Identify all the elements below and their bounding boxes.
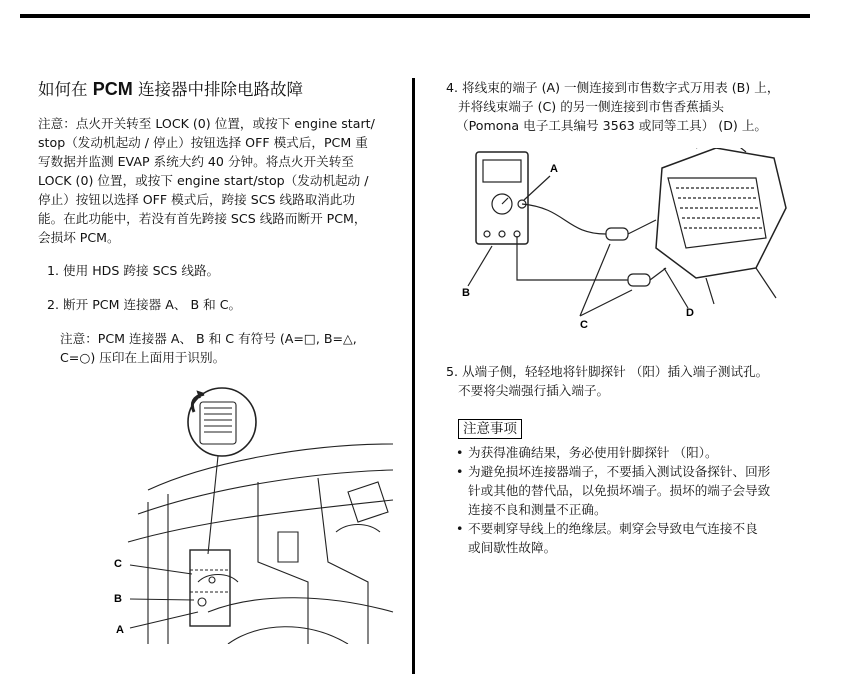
note-line: 停止）按钮以选择 OFF 模式后，跨接 SCS 线路取消此功 <box>38 192 356 207</box>
figure-label-b: B <box>462 287 470 299</box>
step-4-line: 并将线束端子 (C) 的另一侧连接到市售香蕉插头 <box>458 99 724 114</box>
caution-item-line: 连接不良和测量不正确。 <box>468 502 607 517</box>
figure-label-b: B <box>114 593 122 605</box>
step-5 <box>446 362 798 400</box>
note-line: 注意：点火开关转至 LOCK (0) 位置，或按下 engine start/ <box>38 116 375 131</box>
pcm-note <box>38 114 394 247</box>
step-2-note <box>38 329 394 367</box>
right-column <box>446 78 798 135</box>
caution-item-line: 或间歇性故障。 <box>468 540 557 555</box>
caution-item <box>456 443 798 462</box>
caution-item-line: 针或其他的替代品，以免损坏端子。损坏的端子会导致 <box>468 483 771 498</box>
caution-item-line: • 不要刺穿导线上的绝缘层。刺穿会导致电气连接不良 <box>468 521 758 536</box>
step-4-line: 4. 将线束的端子 (A) 一侧连接到市售数字式万用表 (B) 上， <box>446 80 780 95</box>
step-5-line: 5. 从端子侧，轻轻地将针脚探针 （阳）插入端子测试孔。 <box>446 364 769 379</box>
figure-label-c: C <box>580 319 588 330</box>
left-column <box>38 76 394 367</box>
figure-label-d: D <box>686 307 694 319</box>
title-prefix: 如何在 <box>38 80 93 99</box>
top-rule <box>20 14 810 18</box>
step-4-line: （Pomona 电子工具编号 3563 或同等工具） (D) 上。 <box>456 118 768 133</box>
figure-label-c: C <box>114 558 122 570</box>
page-title <box>38 76 394 100</box>
column-divider <box>412 78 415 674</box>
pcm-location-figure <box>108 382 398 644</box>
caution-item-line: • 为避免损坏连接器端子，不要插入测试设备探针、回形 <box>468 464 771 479</box>
step-2-note-line: C=○) 压印在上面用于识别。 <box>60 350 226 365</box>
caution-item-line: 为获得准确结果，务必使用针脚探针 （阳）。 <box>468 445 718 460</box>
caution-title: 注意事项 <box>458 419 522 439</box>
title-suffix: 连接器中排除电路故障 <box>132 80 303 99</box>
step-2-note-line: 注意：PCM 连接器 A、 B 和 C 有符号 (A=□, B=△, <box>60 331 357 346</box>
step-1: 1. 使用 HDS 跨接 SCS 线路。 <box>47 263 220 278</box>
note-line: 能。在此功能中，若没有首先跨接 SCS 线路而断开 PCM， <box>38 211 367 226</box>
note-line: 写数据并监测 EVAP 系统大约 40 分钟。将点火开关转至 <box>38 154 354 169</box>
multimeter-connection-figure <box>456 148 796 330</box>
figure-label-a: A <box>550 163 558 175</box>
figure-label-a: A <box>116 624 124 636</box>
note-line: 会损坏 PCM。 <box>38 230 120 245</box>
right-column-lower <box>446 362 798 557</box>
caution-section <box>446 418 798 557</box>
title-emphasis: PCM <box>92 79 133 99</box>
step-4 <box>446 78 798 135</box>
caution-item <box>456 519 798 557</box>
caution-item <box>456 462 798 519</box>
note-line: LOCK (0) 位置，或按下 engine start/stop（发动机起动 / <box>38 173 369 188</box>
caution-list <box>456 443 798 557</box>
note-line: stop（发动机起动 / 停止）按钮选择 OFF 模式后，PCM 重 <box>38 135 368 150</box>
step-2: 2. 断开 PCM 连接器 A、 B 和 C。 <box>47 297 242 312</box>
step-5-line: 不要将尖端强行插入端子。 <box>458 383 610 398</box>
